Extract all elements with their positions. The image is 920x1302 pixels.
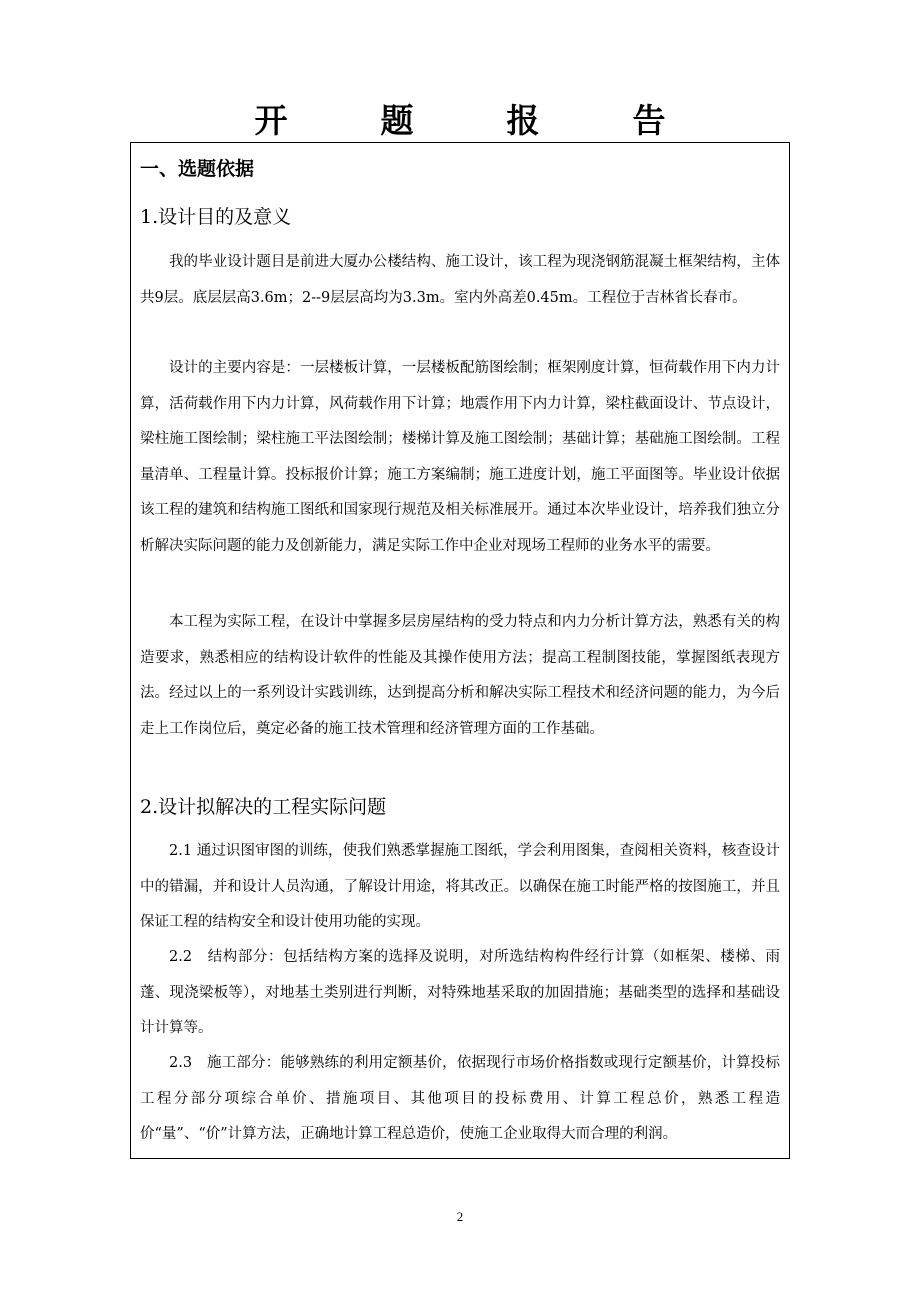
subsection-heading-purpose: 1.设计目的及意义 [140, 206, 292, 228]
paragraph-design-significance: 本工程为实际工程，在设计中掌握多层房屋结构的受力特点和内力分析计算方法，熟悉有关的构造要求，熟悉相应的结构设计软件的性能及其操作使用方法；提高工程制图技能，掌握图纸表现方法。经过以上的一系列设计实践训练，达到提高分析和解决实际工程技术和经济问题的能力，为今后走上工作岗位后，奠定必备的施工技术管理和经济管理方面的工作基础。 [140, 614, 780, 737]
paragraph-structure-part: 2.2 结构部分：包括结构方案的选择及说明，对所选结构构件经行计算（如框架、楼梯、雨蓬、现浇梁板等），对地基土类别进行判断，对特殊地基采取的加固措施；基础类型的选择和基础设计计算等。 [140, 949, 780, 1036]
paragraph-drawing-review: 2.1 通过识图审图的训练，使我们熟悉掌握施工图纸，学会利用图集，查阅相关资料，核查设计中的错漏，并和设计人员沟通，了解设计用途，将其改正。以确保在施工时能严格的按图施工，并且保证工程的结构安全和设计使用功能的实现。 [140, 843, 780, 930]
paragraph-construction-part: 2.3 施工部分：能够熟练的利用定额基价，依据现行市场价格指数或现行定额基价，计算投标工程分部分项综合单价、措施项目、其他项目的投标费用、计算工程总价，熟悉工程造价“量”、“价”计算方法，正确地计算工程总造价，使施工企业取得大而合理的利润。 [140, 1055, 780, 1142]
page-number: 2 [456, 1209, 464, 1224]
document-title: 开 题 报 告 [254, 101, 696, 140]
paragraph-design-topic: 我的毕业设计题目是前进大厦办公楼结构、施工设计，该工程为现浇钢筋混凝土框架结构，主体共9层。底层层高3.6m；2--9层层高均为3.3m。室内外高差0.45m。工程位于吉林省长春市。 [140, 254, 780, 306]
paragraph-design-content: 设计的主要内容是：一层楼板计算，一层楼板配筋图绘制；框架刚度计算，恒荷载作用下内力计算，活荷载作用下内力计算，风荷载作用下计算；地震作用下内力计算，梁柱截面设计、节点设计，梁柱施工图绘制；梁柱施工平法图绘制；楼梯计算及施工图绘制；基础计算；基础施工图绘制。工程量清单、工程量计算。投标报价计算；施工方案编制；施工进度计划，施工平面图等。毕业设计依据该工程的建筑和结构施工图纸和国家现行规范及相关标准展开。通过本次毕业设计，培养我们独立分析解决实际问题的能力及创新能力，满足实际工作中企业对现场工程师的业务水平的需要。 [140, 360, 780, 554]
subsection-heading-problems: 2.设计拟解决的工程实际问题 [140, 796, 387, 818]
section-heading: 一、选题依据 [140, 158, 255, 180]
